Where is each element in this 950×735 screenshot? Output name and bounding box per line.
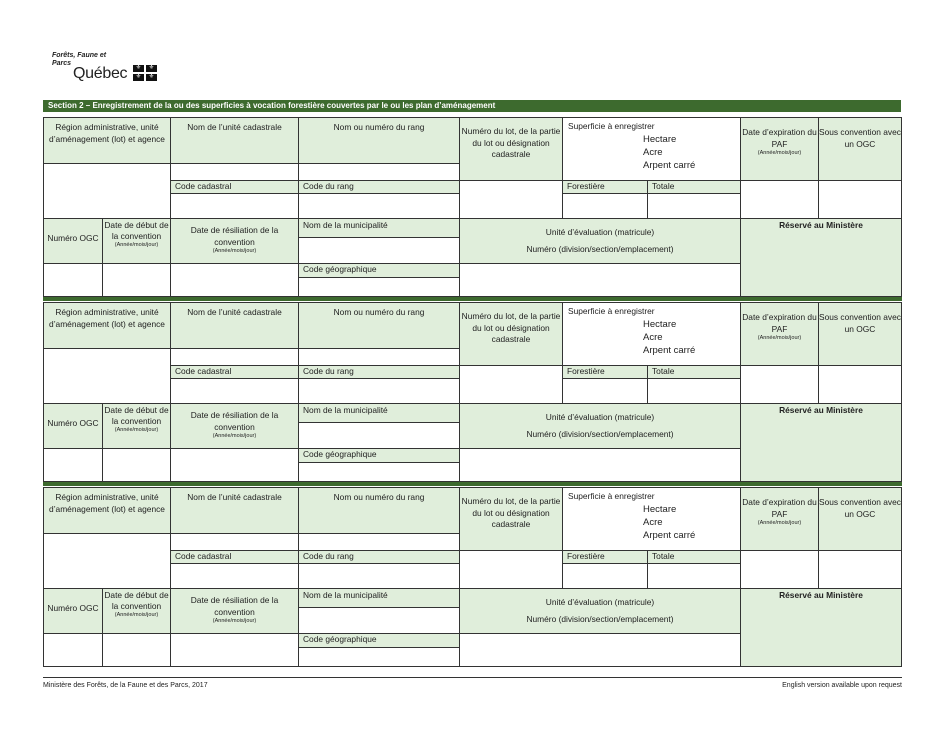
date-debut-input[interactable] bbox=[102, 633, 171, 667]
code-geo-label: Code géographique bbox=[298, 448, 460, 463]
block-separator bbox=[43, 297, 902, 301]
numero-ogc-label: Numéro OGC bbox=[43, 588, 103, 634]
unite-evaluation-label: Unité d’évaluation (matricule) Numéro (division/section/emplacement) bbox=[459, 588, 741, 634]
parcel-block bbox=[43, 117, 902, 297]
unite-cadastrale-input[interactable] bbox=[170, 533, 299, 551]
unite-evaluation-input[interactable] bbox=[459, 633, 741, 667]
footer-english-note: English version available upon request bbox=[782, 682, 902, 689]
numero-lot-input[interactable] bbox=[459, 365, 563, 404]
code-geo-label: Code géographique bbox=[298, 263, 460, 278]
code-cadastral-label: Code cadastral bbox=[170, 550, 299, 564]
sous-convention-label: Sous convention avec un OGC bbox=[818, 487, 902, 551]
totale-label: Totale bbox=[647, 550, 741, 564]
forestiere-input[interactable] bbox=[562, 378, 648, 404]
parcel-block bbox=[43, 302, 902, 482]
totale-label: Totale bbox=[647, 365, 741, 379]
code-cadastral-input[interactable] bbox=[170, 193, 299, 219]
date-expiration-input[interactable] bbox=[740, 180, 819, 219]
date-debut-label: Date de début de la convention (Année/mois/jour) bbox=[102, 588, 171, 634]
region-input[interactable] bbox=[43, 533, 171, 589]
code-rang-label: Code du rang bbox=[298, 365, 460, 379]
forestiere-label: Forestière bbox=[562, 180, 648, 194]
code-cadastral-label: Code cadastral bbox=[170, 180, 299, 194]
forestiere-input[interactable] bbox=[562, 193, 648, 219]
rang-input[interactable] bbox=[298, 533, 460, 551]
rang-label: Nom ou numéro du rang bbox=[298, 302, 460, 349]
date-resiliation-label: Date de résiliation de la convention (Année/mois/jour) bbox=[170, 218, 299, 264]
sous-convention-input[interactable] bbox=[818, 180, 902, 219]
numero-lot-label: Numéro du lot, de la partie du lot ou désignation cadastrale bbox=[459, 487, 563, 551]
date-debut-label: Date de début de la convention (Année/mois/jour) bbox=[102, 403, 171, 449]
code-rang-input[interactable] bbox=[298, 378, 460, 404]
date-resiliation-input[interactable] bbox=[170, 263, 299, 297]
date-expiration-input[interactable] bbox=[740, 365, 819, 404]
unite-cadastrale-input[interactable] bbox=[170, 163, 299, 181]
reserve-ministere: Réservé au Ministère bbox=[740, 588, 902, 667]
region-label: Région administrative, unité d’aménagement (lot) et agence bbox=[43, 302, 171, 349]
unite-cadastrale-label: Nom de l’unité cadastrale bbox=[170, 302, 299, 349]
unite-cadastrale-label: Nom de l’unité cadastrale bbox=[170, 117, 299, 164]
numero-lot-input[interactable] bbox=[459, 180, 563, 219]
unite-evaluation-label: Unité d’évaluation (matricule) Numéro (division/section/emplacement) bbox=[459, 218, 741, 264]
forestiere-label: Forestière bbox=[562, 550, 648, 564]
date-expiration-label: Date d’expiration du PAF (Année/mois/jour) bbox=[740, 487, 819, 551]
region-label: Région administrative, unité d’aménagement (lot) et agence bbox=[43, 487, 171, 534]
date-resiliation-label: Date de résiliation de la convention (Année/mois/jour) bbox=[170, 588, 299, 634]
reserve-ministere: Réservé au Ministère bbox=[740, 403, 902, 482]
parcel-block bbox=[43, 487, 902, 667]
forestiere-input[interactable] bbox=[562, 563, 648, 589]
region-label: Région administrative, unité d’aménagement (lot) et agence bbox=[43, 117, 171, 164]
numero-ogc-input[interactable] bbox=[43, 633, 103, 667]
code-cadastral-label: Code cadastral bbox=[170, 365, 299, 379]
unite-evaluation-input[interactable] bbox=[459, 263, 741, 297]
reserve-ministere: Réservé au Ministère bbox=[740, 218, 902, 297]
code-cadastral-input[interactable] bbox=[170, 563, 299, 589]
date-debut-label: Date de début de la convention (Année/mois/jour) bbox=[102, 218, 171, 264]
numero-ogc-label: Numéro OGC bbox=[43, 403, 103, 449]
rang-input[interactable] bbox=[298, 348, 460, 366]
municipalite-input[interactable] bbox=[298, 422, 460, 449]
date-expiration-label: Date d’expiration du PAF (Année/mois/jour) bbox=[740, 302, 819, 366]
superficie-label: Superficie à enregistrer Hectare Acre Arpent carré bbox=[562, 487, 741, 551]
date-resiliation-input[interactable] bbox=[170, 633, 299, 667]
totale-label: Totale bbox=[647, 180, 741, 194]
rang-label: Nom ou numéro du rang bbox=[298, 117, 460, 164]
sous-convention-input[interactable] bbox=[818, 365, 902, 404]
unite-cadastrale-label: Nom de l’unité cadastrale bbox=[170, 487, 299, 534]
code-rang-input[interactable] bbox=[298, 193, 460, 219]
date-expiration-label: Date d’expiration du PAF (Année/mois/jour) bbox=[740, 117, 819, 181]
numero-ogc-label: Numéro OGC bbox=[43, 218, 103, 264]
municipalite-input[interactable] bbox=[298, 237, 460, 264]
superficie-label: Superficie à enregistrer Hectare Acre Arpent carré bbox=[562, 302, 741, 366]
rang-input[interactable] bbox=[298, 163, 460, 181]
region-input[interactable] bbox=[43, 348, 171, 404]
code-rang-label: Code du rang bbox=[298, 550, 460, 564]
totale-input[interactable] bbox=[647, 378, 741, 404]
block-separator bbox=[43, 482, 902, 486]
section-title: Section 2 – Enregistrement de la ou des superficies à vocation forestière couvertes par le ou les plan d’aménagement bbox=[43, 100, 901, 112]
date-debut-input[interactable] bbox=[102, 263, 171, 297]
code-geo-input[interactable] bbox=[298, 647, 460, 667]
municipalite-label: Nom de la municipalité bbox=[298, 588, 460, 608]
region-input[interactable] bbox=[43, 163, 171, 219]
forestiere-label: Forestière bbox=[562, 365, 648, 379]
code-geo-label: Code géographique bbox=[298, 633, 460, 648]
numero-ogc-input[interactable] bbox=[43, 263, 103, 297]
unite-cadastrale-input[interactable] bbox=[170, 348, 299, 366]
code-rang-label: Code du rang bbox=[298, 180, 460, 194]
numero-lot-label: Numéro du lot, de la partie du lot ou désignation cadastrale bbox=[459, 117, 563, 181]
municipalite-label: Nom de la municipalité bbox=[298, 403, 460, 423]
quebec-logo bbox=[52, 52, 162, 84]
date-resiliation-label: Date de résiliation de la convention (Année/mois/jour) bbox=[170, 403, 299, 449]
date-resiliation-input[interactable] bbox=[170, 448, 299, 482]
logo-ministry-text: Forêts, Faune et Parcs bbox=[52, 52, 107, 67]
logo-quebec-text: Québec bbox=[73, 65, 128, 82]
superficie-label: Superficie à enregistrer Hectare Acre Arpent carré bbox=[562, 117, 741, 181]
municipalite-input[interactable] bbox=[298, 607, 460, 634]
code-cadastral-input[interactable] bbox=[170, 378, 299, 404]
code-geo-input[interactable] bbox=[298, 462, 460, 482]
fleur-de-lis-icon: ⚜ ⚜ ⚜ ⚜ bbox=[133, 65, 157, 81]
date-expiration-input[interactable] bbox=[740, 550, 819, 589]
numero-lot-input[interactable] bbox=[459, 550, 563, 589]
footer-ministry: Ministère des Forêts, de la Faune et des Parcs, 2017 bbox=[43, 682, 208, 689]
rang-label: Nom ou numéro du rang bbox=[298, 487, 460, 534]
sous-convention-label: Sous convention avec un OGC bbox=[818, 117, 902, 181]
numero-ogc-input[interactable] bbox=[43, 448, 103, 482]
totale-input[interactable] bbox=[647, 193, 741, 219]
code-rang-input[interactable] bbox=[298, 563, 460, 589]
totale-input[interactable] bbox=[647, 563, 741, 589]
sous-convention-label: Sous convention avec un OGC bbox=[818, 302, 902, 366]
code-geo-input[interactable] bbox=[298, 277, 460, 297]
numero-lot-label: Numéro du lot, de la partie du lot ou désignation cadastrale bbox=[459, 302, 563, 366]
date-debut-input[interactable] bbox=[102, 448, 171, 482]
unite-evaluation-label: Unité d’évaluation (matricule) Numéro (division/section/emplacement) bbox=[459, 403, 741, 449]
footer-divider bbox=[43, 677, 902, 678]
unite-evaluation-input[interactable] bbox=[459, 448, 741, 482]
sous-convention-input[interactable] bbox=[818, 550, 902, 589]
municipalite-label: Nom de la municipalité bbox=[298, 218, 460, 238]
